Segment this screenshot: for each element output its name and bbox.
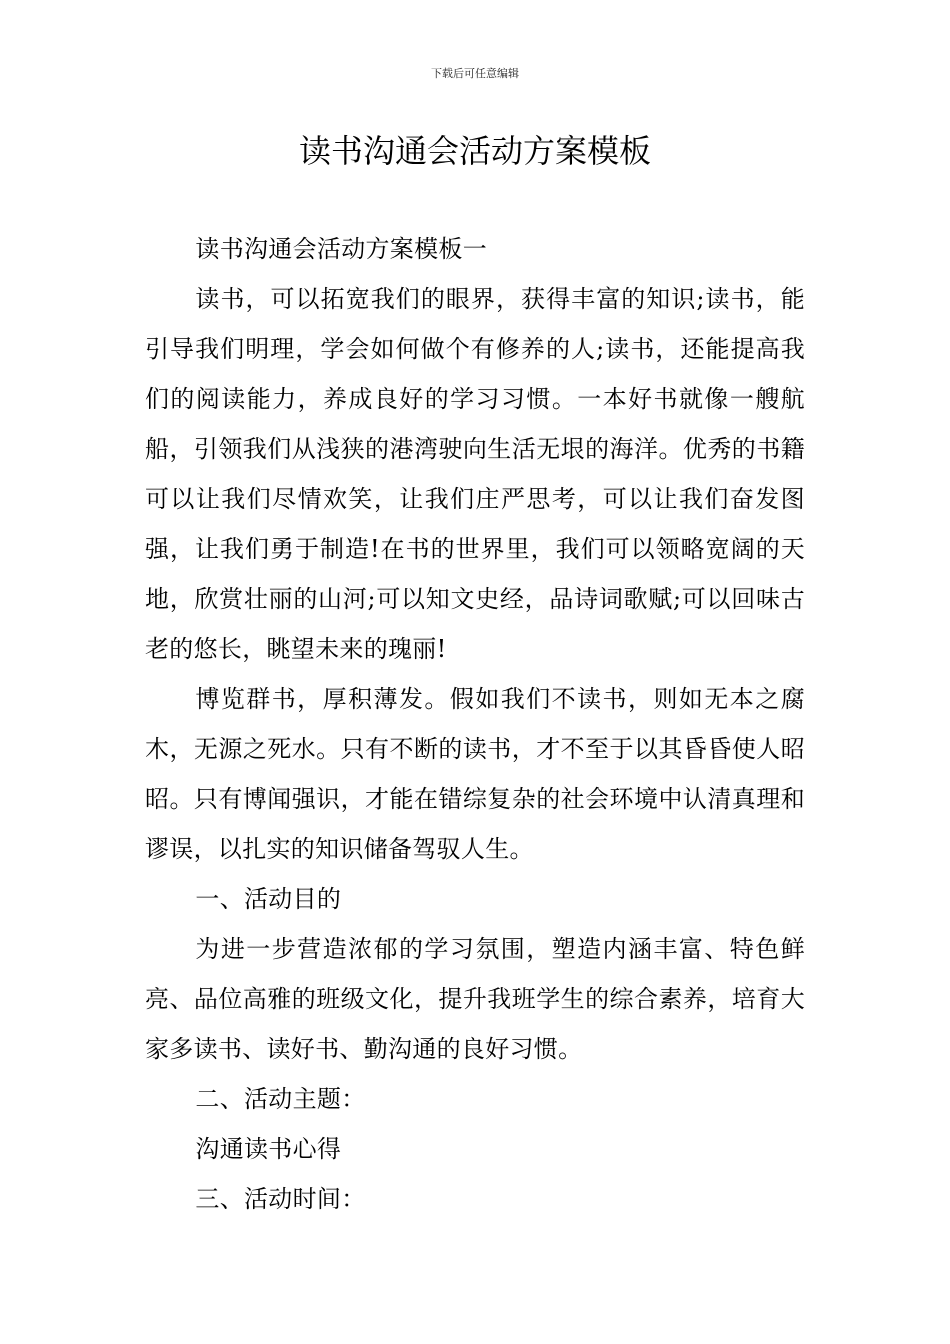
section-heading-purpose: 一、活动目的 bbox=[195, 885, 342, 913]
document-title: 读书沟通会活动方案模板 bbox=[298, 132, 651, 170]
reading-value-paragraph: 博览群书，厚积薄发。假如我们不读书，则如无本之腐木，无源之死水。只有不断的读书，才不至于以其昏昏使人昭昭。只有博闻强识，才能在错综复杂的社会环境中认清真理和谬误，以扎实的知识储备驾驭人生。 bbox=[145, 685, 805, 863]
theme-paragraph: 沟通读书心得 bbox=[195, 1135, 342, 1163]
header-note: 下载后可任意编辑 bbox=[431, 67, 519, 80]
document-body bbox=[145, 224, 805, 1224]
purpose-paragraph: 为进一步营造浓郁的学习氛围，塑造内涵丰富、特色鲜亮、品位高雅的班级文化，提升我班学生的综合素养，培育大家多读书、读好书、勤沟通的良好习惯。 bbox=[145, 935, 805, 1063]
subtitle-paragraph: 读书沟通会活动方案模板一 bbox=[195, 235, 487, 263]
section-heading-time: 三、活动时间： bbox=[195, 1185, 366, 1213]
section-heading-theme: 二、活动主题： bbox=[195, 1085, 366, 1113]
intro-paragraph: 读书，可以拓宽我们的眼界，获得丰富的知识;读书，能引导我们明理，学会如何做个有修养的人;读书，还能提高我们的阅读能力，养成良好的学习习惯。一本好书就像一艘航船，引领我们从浅狭的港湾驶向生活无垠的海洋。优秀的书籍可以让我们尽情欢笑，让我们庄严思考，可以让我们奋发图强，让我们勇于制造!在书的世界里，我们可以领略宽阔的天地，欣赏壮丽的山河;可以知文史经，品诗词歌赋;可以回味古老的悠长，眺望未来的瑰丽! bbox=[145, 285, 805, 663]
